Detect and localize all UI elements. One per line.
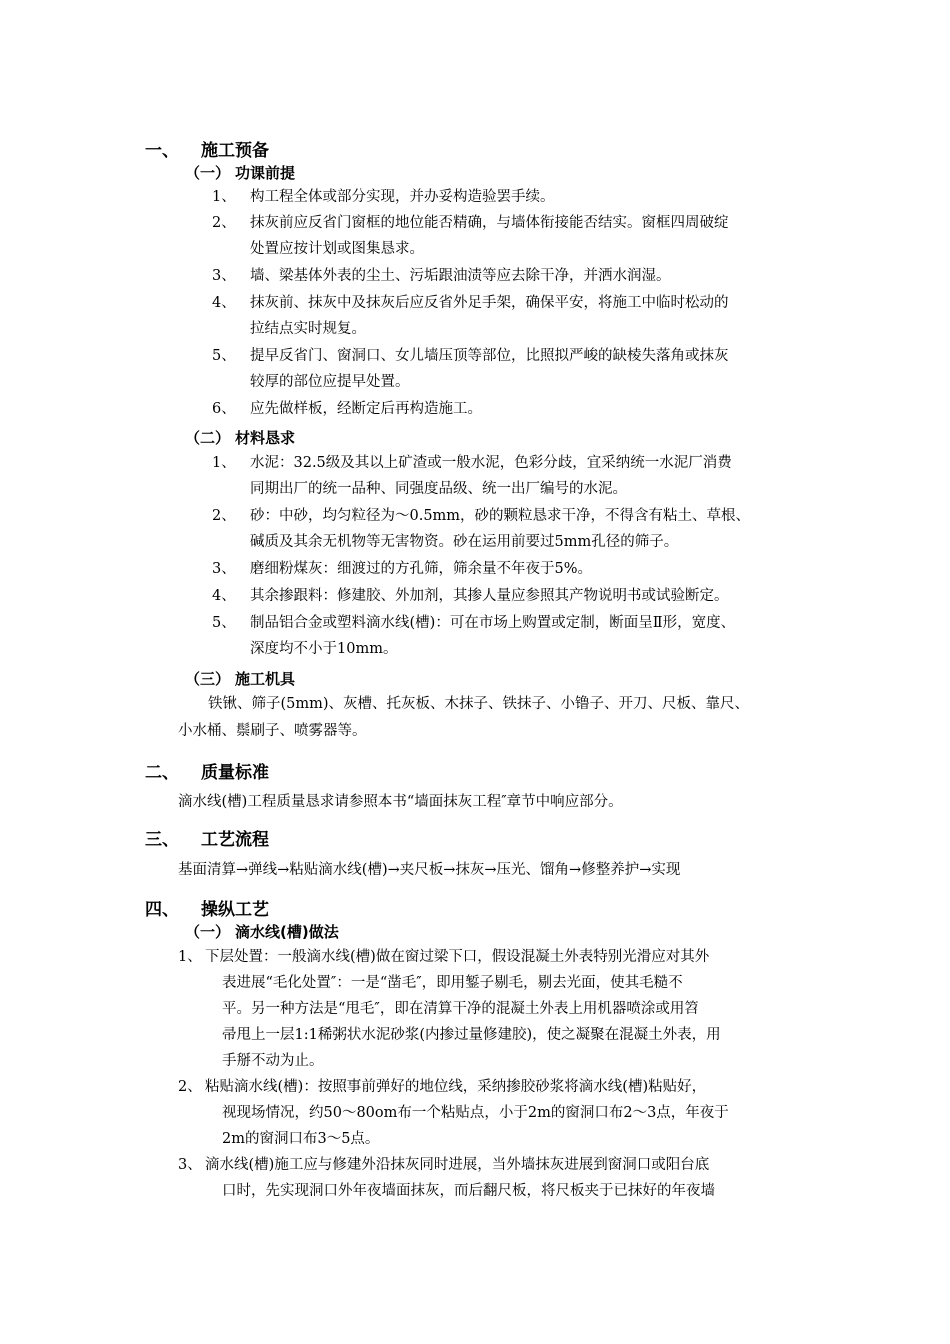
item-text: 制品铝合金或塑料滴水线(槽)：可在市场上购置或定制，断面呈Ⅱ形，宽度、 <box>250 615 736 631</box>
item-text-cont: 视现场情况，约50～80om布一个粘贴点，小于2m的窗洞口布2～3点，年夜于 <box>222 1105 729 1121</box>
item-number: 5、 <box>212 348 236 364</box>
item-text-cont: 2m的窗洞口布3～5点。 <box>222 1131 380 1147</box>
item-text: 抹灰前应反省门窗框的地位能否精确，与墙体衔接能否结实。窗框四周破绽 <box>250 215 729 231</box>
section-1-heading <box>145 136 269 161</box>
section-3-heading <box>145 825 269 850</box>
subsection-title: 滴水线(槽)做法 <box>235 923 339 941</box>
subsection-title: 施工机具 <box>235 670 296 688</box>
item-text: 滴水线(槽)施工应与修建外沿抹灰同时进展，当外墙抹灰进展到窗洞口或阳台底 <box>205 1157 710 1173</box>
section-2-heading <box>145 758 269 783</box>
subsection-number: （二） <box>185 429 231 447</box>
subsection-number: （一） <box>185 164 231 182</box>
item-text-cont: 同期出厂的统一品种、同强度品级、统一出厂编号的水泥。 <box>250 481 627 497</box>
item-number: 3、 <box>178 1157 202 1173</box>
paragraph-text: 滴水线(槽)工程质量恳求请参照本书“墙面抹灰工程″章节中响应部分。 <box>178 794 623 810</box>
item-text-cont: 帚甩上一层1:1稀粥状水泥砂浆(内掺过量修建胶)，使之凝聚在混凝土外表，用 <box>222 1027 721 1043</box>
subsection-number: （一） <box>185 923 231 941</box>
item-text: 砂：中砂，均匀粒径为～0.5mm，砂的颗粒恳求干净，不得含有粘土、草根、 <box>250 508 751 524</box>
item-text-cont: 深度均不小于10mm。 <box>250 641 398 657</box>
item-text-cont: 碱质及其余无机物等无害物资。砂在运用前要过5mm孔径的筛子。 <box>250 534 679 550</box>
item-number: 2、 <box>212 508 236 524</box>
item-number: 6、 <box>212 401 236 417</box>
subsection-title: 材料恳求 <box>235 429 296 447</box>
item-number: 4、 <box>212 588 236 604</box>
item-text-cont: 处置应按计划或图集恳求。 <box>250 241 424 257</box>
item-text-cont: 口时，先实现洞口外年夜墙面抹灰，而后翻尺板，将尺板夹于已抹好的年夜墙 <box>222 1183 715 1199</box>
item-text: 抹灰前、抹灰中及抹灰后应反省外足手架，确保平安，将施工中临时松动的 <box>250 295 729 311</box>
item-text-cont: 手掰不动为止。 <box>222 1053 324 1069</box>
paragraph-text-cont: 小水桶、鬃刷子、喷雾器等。 <box>178 723 367 739</box>
item-text: 下层处置：一般滴水线(槽)做在窗过梁下口，假设混凝土外表特别光滑应对其外 <box>205 949 710 965</box>
item-number: 5、 <box>212 615 236 631</box>
item-number: 4、 <box>212 295 236 311</box>
item-number: 3、 <box>212 268 236 284</box>
paragraph-text: 铁锹、筛子(5mm)、灰槽、托灰板、木抹子、铁抹子、小镥子、开刀、尺板、靠尺、 <box>208 696 750 712</box>
subsection-title: 功课前提 <box>235 164 296 182</box>
section-title: 工艺流程 <box>201 830 269 850</box>
item-number: 1、 <box>212 455 236 471</box>
section-number: 一、 <box>145 141 179 161</box>
subsection-1-3-heading <box>185 668 295 689</box>
subsection-1-2-heading <box>185 427 295 448</box>
item-number: 1、 <box>178 949 202 965</box>
item-text: 其余掺跟料：修建胶、外加剂，其掺人量应参照其产物说明书或试验断定。 <box>250 588 729 604</box>
section-title: 施工预备 <box>201 141 269 161</box>
subsection-1-1-heading <box>185 162 295 183</box>
item-number: 2、 <box>178 1079 202 1095</box>
item-text: 应先做样板，经断定后再构造施工。 <box>250 401 482 417</box>
item-text: 粘贴滴水线(槽)：按照事前弹好的地位线，采纳掺胶砂浆将滴水线(槽)粘贴好， <box>205 1079 707 1095</box>
item-text: 墙、梁基体外表的尘土、污垢跟油渍等应去除干净，并洒水润湿。 <box>250 268 671 284</box>
item-text: 提早反省门、窗洞口、女儿墙压顶等部位，比照拟严峻的缺棱失落角或抹灰 <box>250 348 729 364</box>
section-number: 四、 <box>145 900 179 920</box>
item-number: 3、 <box>212 561 236 577</box>
item-text-cont: 拉结点实时规复。 <box>250 321 366 337</box>
paragraph-text: 基面清算→弹线→粘贴滴水线(槽)→夹尺板→抹灰→压光、馏角→修整养护→实现 <box>178 862 681 878</box>
section-number: 三、 <box>145 830 179 850</box>
item-text: 水泥：32.5级及其以上矿渣或一般水泥，色彩分歧，宜采纳统一水泥厂消费 <box>250 455 732 471</box>
item-text-cont: 较厚的部位应提早处置。 <box>250 374 410 390</box>
section-4-heading <box>145 895 269 920</box>
subsection-number: （三） <box>185 670 231 688</box>
section-number: 二、 <box>145 763 179 783</box>
item-number: 2、 <box>212 215 236 231</box>
subsection-4-1-heading <box>185 921 339 942</box>
item-text-cont: 平。另一种方法是“甩毛″，即在清算干净的混凝土外表上用机器喷涂或用笤 <box>222 1001 699 1017</box>
item-text-cont: 表进展“毛化处置″：一是“凿毛″，即用錾子剔毛，剔去光面，使其毛糙不 <box>222 975 683 991</box>
item-number: 1、 <box>212 189 236 205</box>
item-text: 磨细粉煤灰：细渡过的方孔筛，筛余量不年夜于5%。 <box>250 561 593 577</box>
section-title: 操纵工艺 <box>201 900 269 920</box>
item-text: 构工程全体或部分实现，并办妥构造验罢手续。 <box>250 189 555 205</box>
section-title: 质量标准 <box>201 763 269 783</box>
